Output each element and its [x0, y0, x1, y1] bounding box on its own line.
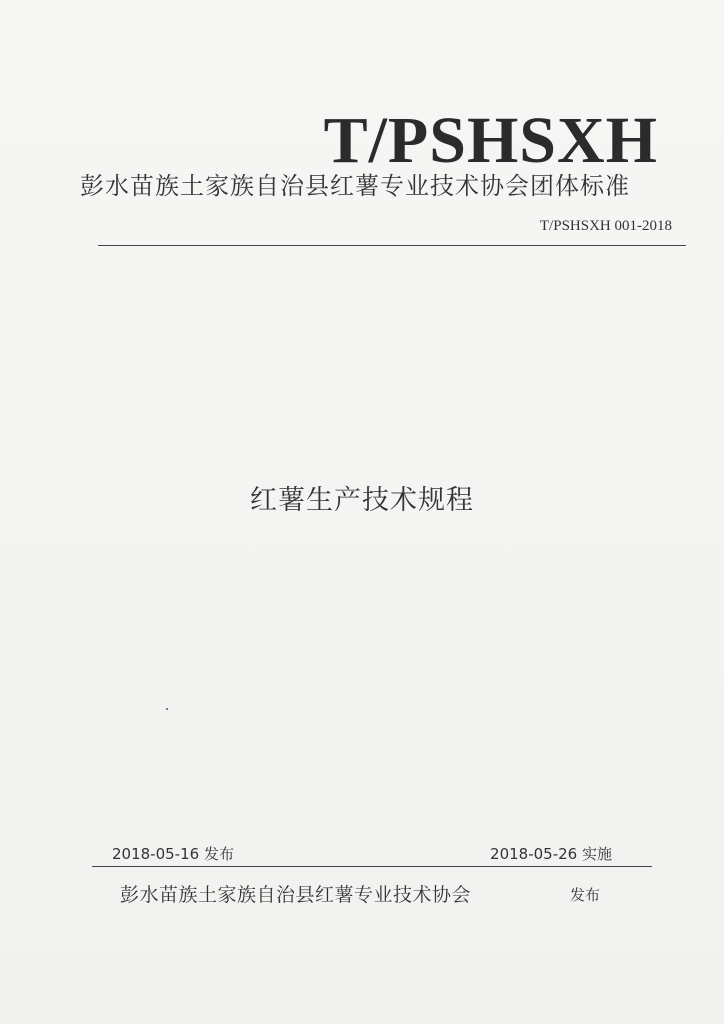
header-divider — [98, 245, 686, 246]
issue-label: 发布 — [570, 886, 601, 904]
standard-number: T/PSHSXH 001-2018 — [539, 218, 672, 234]
issuing-organization: 彭水苗族土家族自治县红薯专业技术协会 — [120, 884, 472, 906]
footer-divider — [92, 866, 652, 867]
document-title: 红薯生产技术规程 — [250, 485, 474, 516]
organization-standard-heading: 彭水苗族土家族自治县红薯专业技术协会团体标准 — [80, 172, 630, 200]
standard-prefix: T/PSHSXH — [323, 104, 658, 177]
implement-date: 2018-05-26 实施 — [490, 845, 612, 863]
publish-date: 2018-05-16 发布 — [112, 845, 234, 863]
scan-speck — [166, 708, 168, 710]
